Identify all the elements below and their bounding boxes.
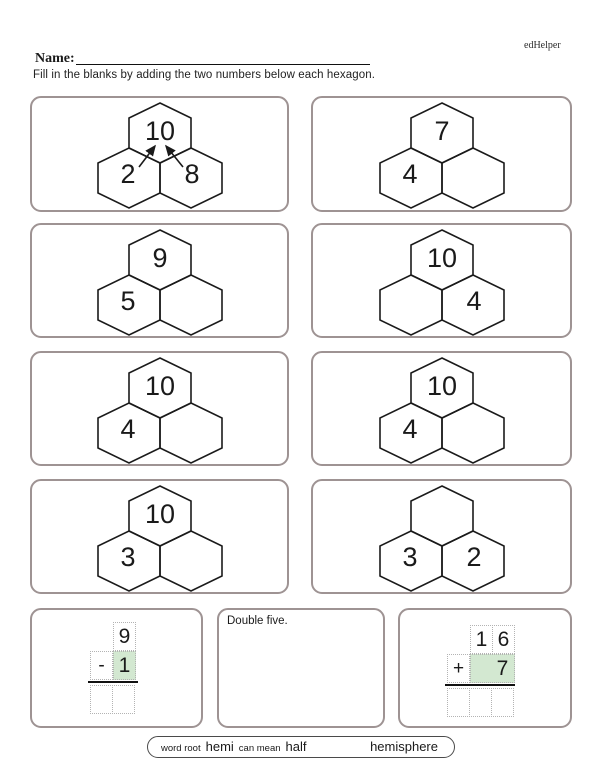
- subtraction-problem-box: [30, 608, 203, 728]
- addend-right: 8: [183, 159, 200, 189]
- minus-sign: -: [90, 651, 113, 680]
- grid-spacer: [90, 622, 113, 651]
- hexagon-bottom-left[interactable]: [380, 275, 442, 335]
- sum-number: 9: [151, 243, 168, 273]
- hexagon-top[interactable]: [411, 486, 473, 546]
- sum-number: 10: [426, 243, 457, 273]
- addend-left: 4: [401, 414, 418, 444]
- arrow-right-to-sum-icon: [166, 146, 183, 167]
- equals-line: [445, 684, 515, 686]
- hexagon-puzzle-1: [85, 99, 235, 211]
- hexagon-bottom-right[interactable]: [442, 403, 504, 463]
- puzzle-box-6: [311, 351, 572, 466]
- hexagon-bottom-right[interactable]: [160, 275, 222, 335]
- addend-top-tens-digit: 1: [470, 625, 493, 654]
- puzzle-box-1: [30, 96, 289, 212]
- sum-number: 10: [144, 116, 175, 146]
- answer-cell[interactable]: [112, 685, 135, 714]
- puzzle-box-7: [30, 479, 289, 594]
- puzzle-box-5: [30, 351, 289, 466]
- sum-number: 7: [433, 116, 450, 146]
- addend-left: 4: [401, 159, 418, 189]
- plus-sign: +: [447, 654, 470, 683]
- answer-cell[interactable]: [491, 688, 514, 717]
- hexagon-puzzle-7: [85, 482, 235, 594]
- hexagon-puzzle-2: [367, 99, 517, 211]
- puzzle-box-2: [311, 96, 572, 212]
- instruction-text: Fill in the blanks by adding the two numbers below each hexagon.: [33, 69, 376, 81]
- name-row: [35, 49, 375, 67]
- word-root-meaning: half: [285, 739, 307, 754]
- word-root-prefix-label: word root: [161, 743, 201, 754]
- word-root-example: hemisphere: [370, 739, 438, 754]
- addend-left: 3: [119, 542, 136, 572]
- word-root-middle-label: can mean: [238, 743, 281, 754]
- addend-bottom-digit-highlighted: 7: [496, 656, 509, 680]
- edhelper-logo: edHelper: [524, 40, 561, 51]
- addend-left: 3: [401, 542, 418, 572]
- word-root-definition: [161, 739, 307, 754]
- addend-left: 5: [119, 286, 136, 316]
- subtraction-grid: [90, 622, 138, 714]
- hexagon-bottom-right[interactable]: [442, 148, 504, 208]
- hexagon-puzzle-4: [367, 226, 517, 338]
- sum-number: 10: [426, 371, 457, 401]
- word-root-term: hemi: [205, 739, 234, 754]
- addend-left: 4: [119, 414, 136, 444]
- addition-grid: [447, 625, 515, 717]
- word-problem-box[interactable]: [217, 608, 385, 728]
- hexagon-bottom-right[interactable]: [160, 403, 222, 463]
- sum-number: 10: [144, 499, 175, 529]
- minuend-digit: 9: [113, 622, 136, 651]
- addend-left: 2: [119, 159, 136, 189]
- equals-line: [88, 681, 138, 683]
- subtrahend-digit-highlighted: 1: [113, 651, 136, 680]
- addend-highlight-band: [470, 654, 515, 683]
- addend-right: 2: [465, 542, 482, 572]
- word-problem-text: Double five.: [227, 615, 288, 627]
- addend-right: 4: [465, 286, 482, 316]
- puzzle-box-8: [311, 479, 572, 594]
- name-input-line[interactable]: [76, 64, 370, 65]
- answer-cell[interactable]: [447, 688, 470, 717]
- arrow-left-to-sum-icon: [139, 146, 155, 167]
- grid-spacer: [447, 625, 470, 654]
- puzzle-box-3: [30, 223, 289, 338]
- hexagon-puzzle-8: [367, 482, 517, 594]
- hexagon-bottom-right[interactable]: [160, 531, 222, 591]
- sum-number: 10: [144, 371, 175, 401]
- name-label: Name:: [35, 51, 75, 66]
- hexagon-puzzle-5: [85, 354, 235, 466]
- puzzle-box-4: [311, 223, 572, 338]
- answer-cell[interactable]: [90, 685, 113, 714]
- addition-problem-box: [398, 608, 572, 728]
- answer-cell[interactable]: [469, 688, 492, 717]
- hexagon-puzzle-3: [85, 226, 235, 338]
- word-root-footer: [147, 736, 455, 758]
- hexagon-puzzle-6: [367, 354, 517, 466]
- addend-top-ones-digit: 6: [492, 625, 515, 654]
